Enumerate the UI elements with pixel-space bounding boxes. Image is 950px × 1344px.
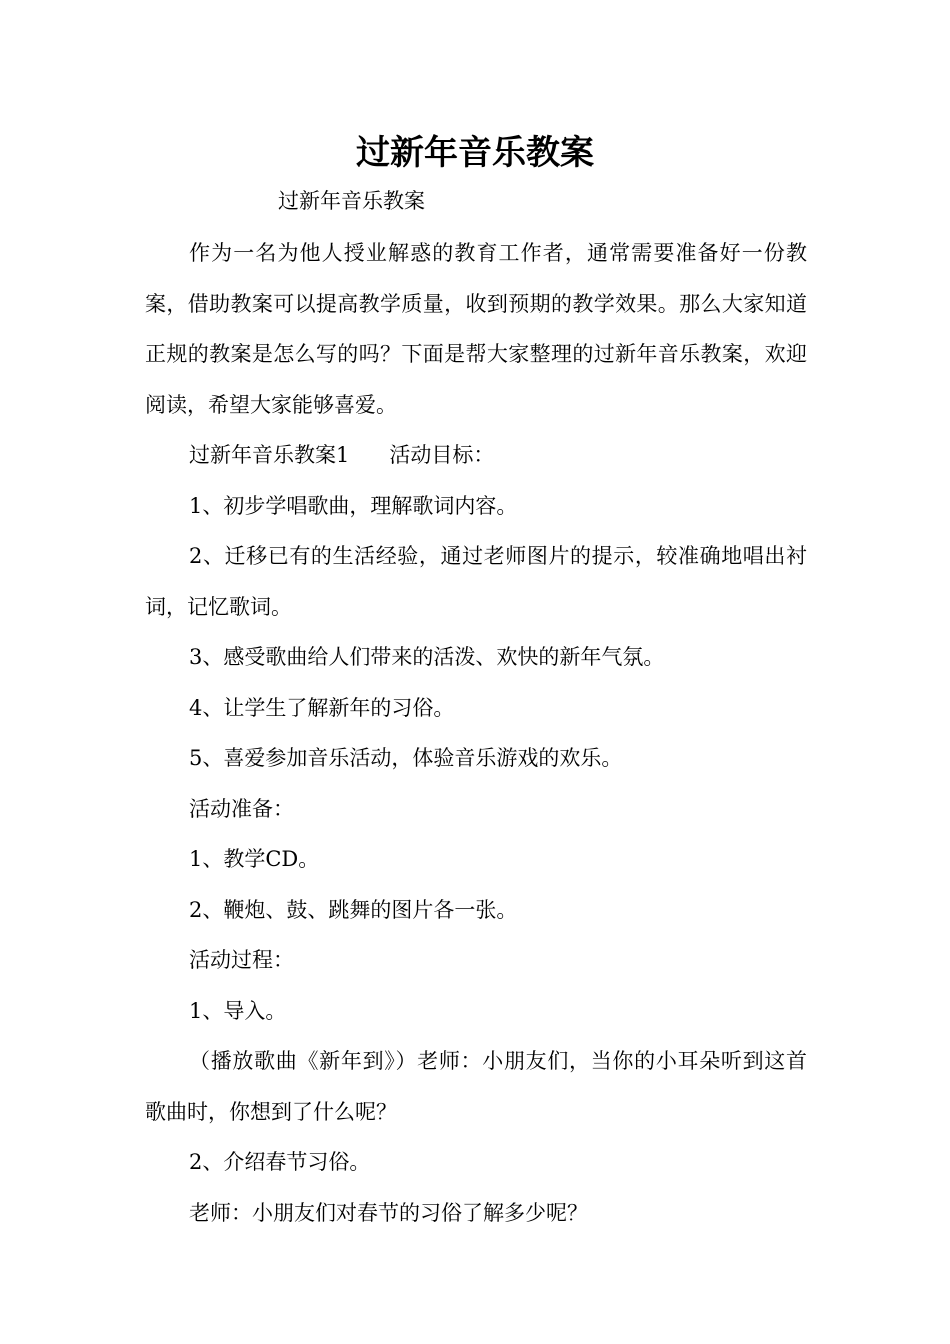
prep-item-1: 1、教学CD。 — [189, 847, 320, 871]
goal-item-3: 3、感受歌曲给人们带来的活泼、欢快的新年气氛。 — [189, 645, 665, 669]
prep-heading: 活动准备： — [189, 796, 294, 821]
process-item-4: 老师：小朋友们对春节的习俗了解多少呢？ — [189, 1200, 588, 1225]
prep-item-2: 2、鞭炮、鼓、跳舞的图片各一张。 — [189, 897, 518, 922]
process-item-2: （播放歌曲《新年到》）老师：小朋友们，当你的小耳朵听到这首歌曲时，你想到了什么呢？ — [145, 1049, 807, 1124]
section-heading-line — [145, 430, 807, 481]
goal-item-2: 2、迁移已有的生活经验，通过老师图片的提示，较准确地唱出衬词，记忆歌词。 — [145, 544, 807, 619]
goal-item-4: 4、让学生了解新年的习俗。 — [189, 695, 455, 720]
process-item-1: 1、导入。 — [189, 998, 287, 1023]
goal-item-5: 5、喜爱参加音乐活动，体验音乐游戏的欢乐。 — [189, 746, 623, 770]
document-title: 过新年音乐教案 — [356, 133, 594, 173]
intro-paragraph: 作为一名为他人授业解惑的教育工作者，通常需要准备好一份教案，借助教案可以提高教学质量，收到预期的教学效果。那么大家知道正规的教案是怎么写的吗？下面是帮大家整理的过新年音乐教案，欢迎阅读，希望大家能够喜爱。 — [145, 241, 807, 417]
goals-heading: 活动目标： — [389, 443, 495, 467]
document-subtitle: 过新年音乐教案 — [278, 189, 425, 213]
process-item-3: 2、介绍春节习俗。 — [189, 1150, 371, 1174]
document-body — [145, 228, 807, 1238]
goal-item-1: 1、初步学唱歌曲，理解歌词内容。 — [189, 493, 518, 518]
section1-title: 过新年音乐教案1 — [189, 443, 350, 467]
process-heading: 活动过程： — [189, 948, 294, 972]
